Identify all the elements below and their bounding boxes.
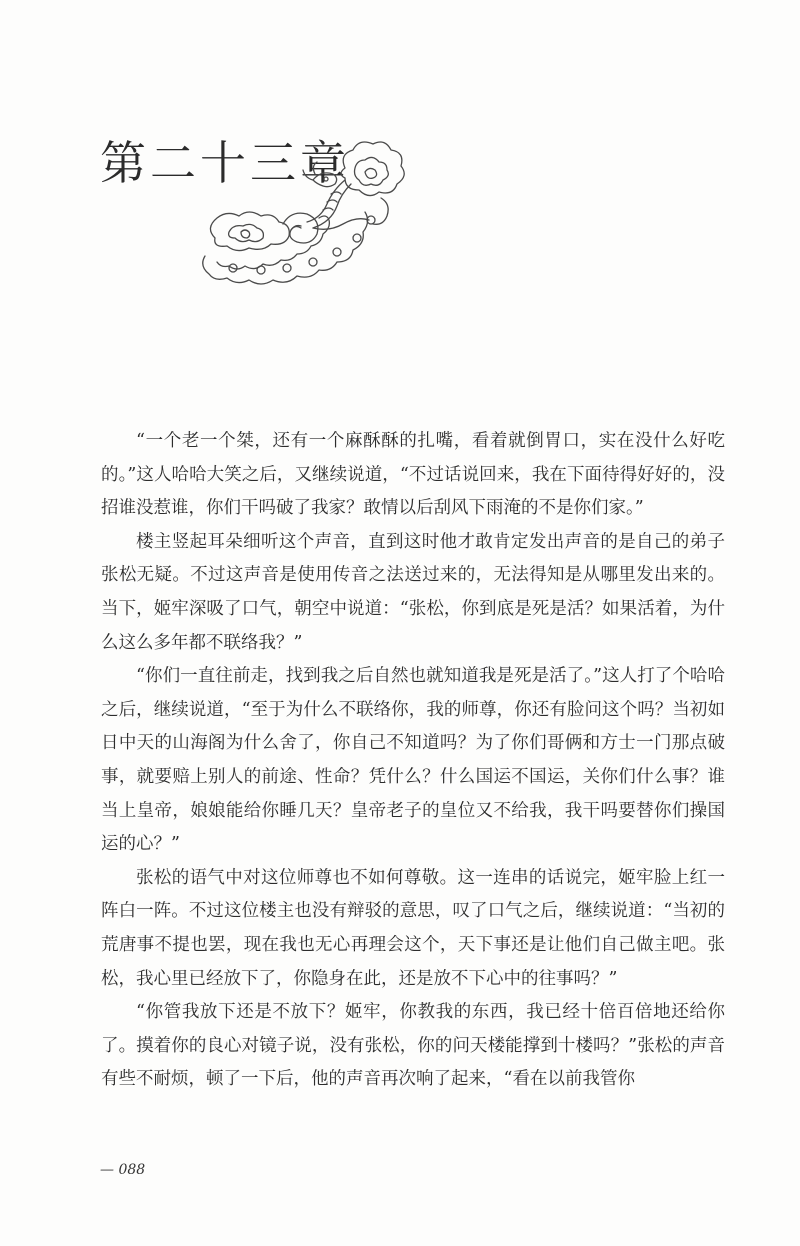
paragraph: 楼主竖起耳朵细听这个声音，直到这时他才敢肯定发出声音的是自己的弟子张松无疑。不过这声音是使用传音之法送过来的，无法得知是从哪里发出来的。当下，姬牢深吸了口气，朝空中说道：“张松，你到底是死是活？如果活着，为什么这么多年都不联络我？” xyxy=(101,531,725,653)
chapter-title: 第二十三章 xyxy=(100,136,350,190)
page-number: — 088 xyxy=(100,1162,146,1178)
paragraph: “你管我放下还是不放下？姬牢，你教我的东西，我已经十倍百倍地还给你了。摸着你的良心对镜子说，没有张松，你的问天楼能撑到十楼吗？”张松的声音有些不耐烦，顿了一下后，他的声音再次响了起来，“看在以前我管你 xyxy=(101,1002,725,1090)
paragraph: “你们一直往前走，找到我之后自然也就知道我是死是活了。”这人打了个哈哈之后，继续说道，“至于为什么不联络你，我的师尊，你还有脸问这个吗？当初如日中天的山海阁为什么舍了，你自己不知道吗？为了你们哥俩和方士一门那点破事，就要赔上别人的前途、性命？凭什么？什么国运不国运，关你们什么事？谁当上皇帝，娘娘能给你睡几天？皇帝老子的皇位又不给我，我干吗要替你们操国运的心？” xyxy=(101,666,725,855)
paragraph: 张松的语气中对这位师尊也不如何尊敬。这一连串的话说完，姬牢脸上红一阵白一阵。不过这位楼主也没有辩驳的意思，叹了口气之后，继续说道：“当初的荒唐事不提也罢，现在我也无心再理会这个，天下事还是让他们自己做主吧。张松，我心里已经放下了，你隐身在此，还是放不下心中的往事吗？” xyxy=(101,867,725,989)
chapter-body xyxy=(101,425,725,1097)
cloud-dragon-ornament-icon xyxy=(195,128,415,288)
paragraph: “一个老一个桀，还有一个麻酥酥的扎嘴，看着就倒胃口，实在没什么好吃的。”这人哈哈大笑之后，又继续说道，“不过话说回来，我在下面待得好好的，没招谁没惹谁，你们干吗破了我家？敢情以后刮风下雨淹的不是你们家。” xyxy=(101,431,725,519)
